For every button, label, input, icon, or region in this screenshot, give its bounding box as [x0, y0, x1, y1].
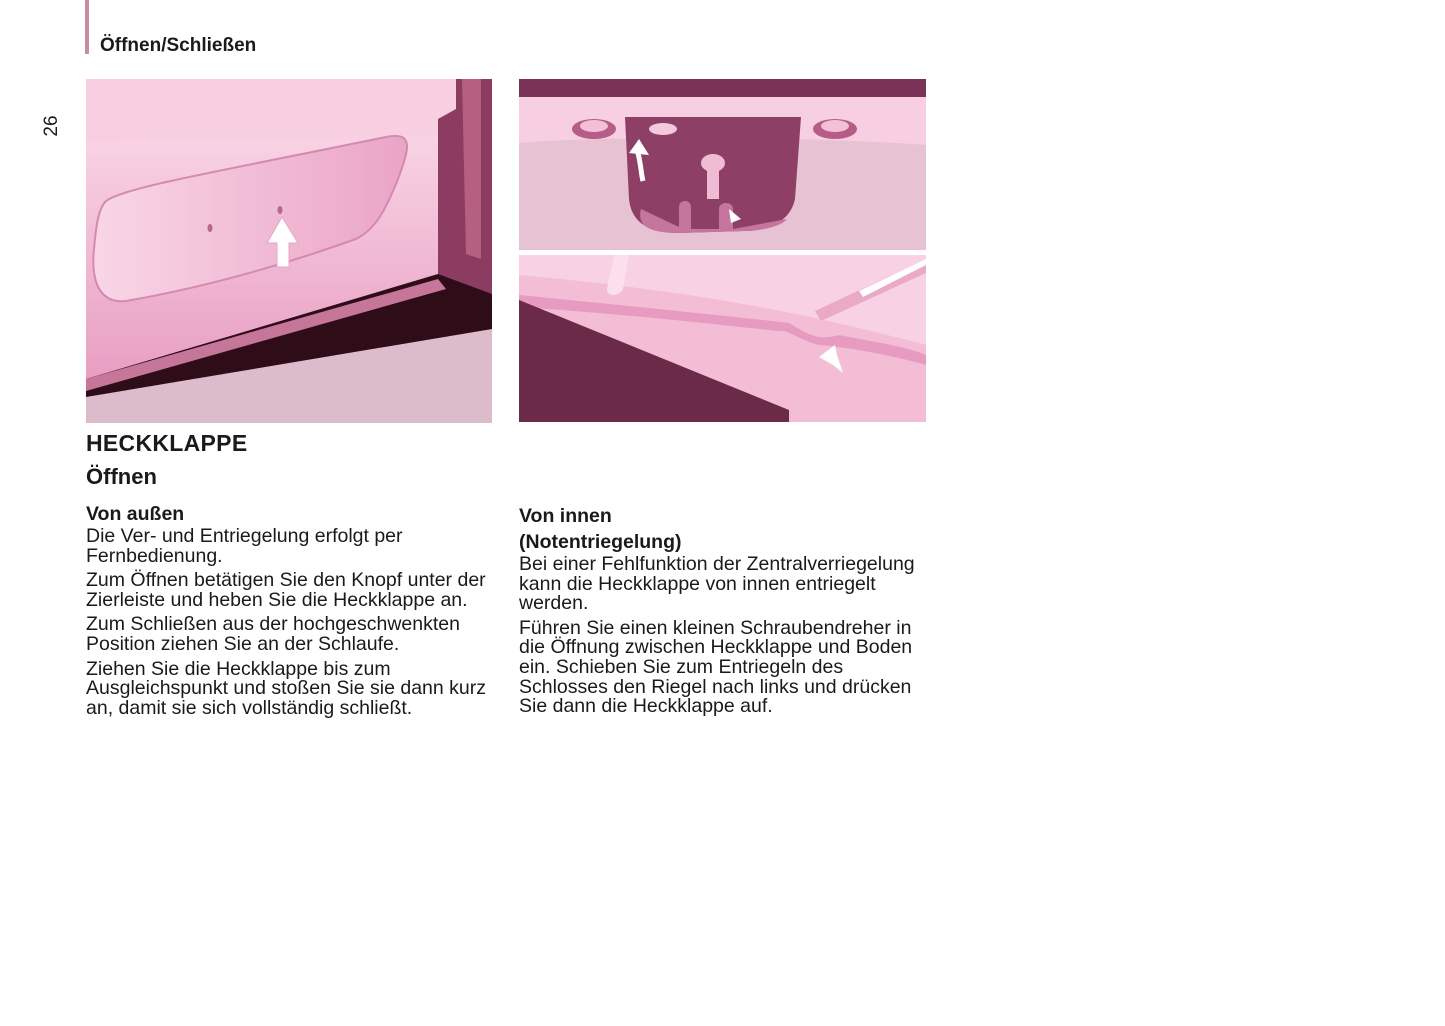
paragraph: Die Ver- und Entriegelung erfolgt per Fernbedienung. [86, 525, 403, 567]
paragraph: Bei einer Fehlfunktion der Zentralverriegelung kann die Heckklappe von innen entriegelt werden. [519, 553, 915, 615]
tailgate-exterior-illustration [86, 79, 492, 423]
paragraph: Zum Öffnen betätigen Sie den Knopf unter der Zierleiste und heben Sie die Heckklappe an. [86, 569, 486, 611]
paragraph: Führen Sie einen kleinen Schraubendreher in die Öffnung zwischen Heckklappe und Boden ein. Schieben Sie zum Entriegeln des Schlosses den Riegel nach links und drücken Sie dann die Heckklappe auf. [519, 616, 913, 718]
page-number: 26 [41, 115, 62, 137]
margin-accent-rule [85, 0, 89, 54]
section-subtitle: Öffnen [86, 464, 157, 489]
right-column-heading: Von innen [519, 505, 612, 527]
lock-interior-illustration [519, 79, 926, 250]
left-column-heading: Von außen [86, 503, 185, 525]
section-title: HECKKLAPPE [86, 430, 248, 456]
page-header-title: Öffnen/Schließen [100, 35, 257, 56]
screwdriver-release-illustration [519, 255, 926, 422]
right-text-column [519, 503, 929, 722]
paragraph: Zum Schließen aus der hochgeschwenkten Position ziehen Sie an der Schlaufe. [86, 613, 460, 655]
left-text-column [86, 501, 496, 723]
right-column-subheading: (Notentriegelung) [519, 531, 682, 553]
paragraph: Ziehen Sie die Heckklappe bis zum Ausgleichspunkt und stoßen Sie sie dann kurz an, damit sie sich vollständig schließt. [86, 657, 486, 719]
